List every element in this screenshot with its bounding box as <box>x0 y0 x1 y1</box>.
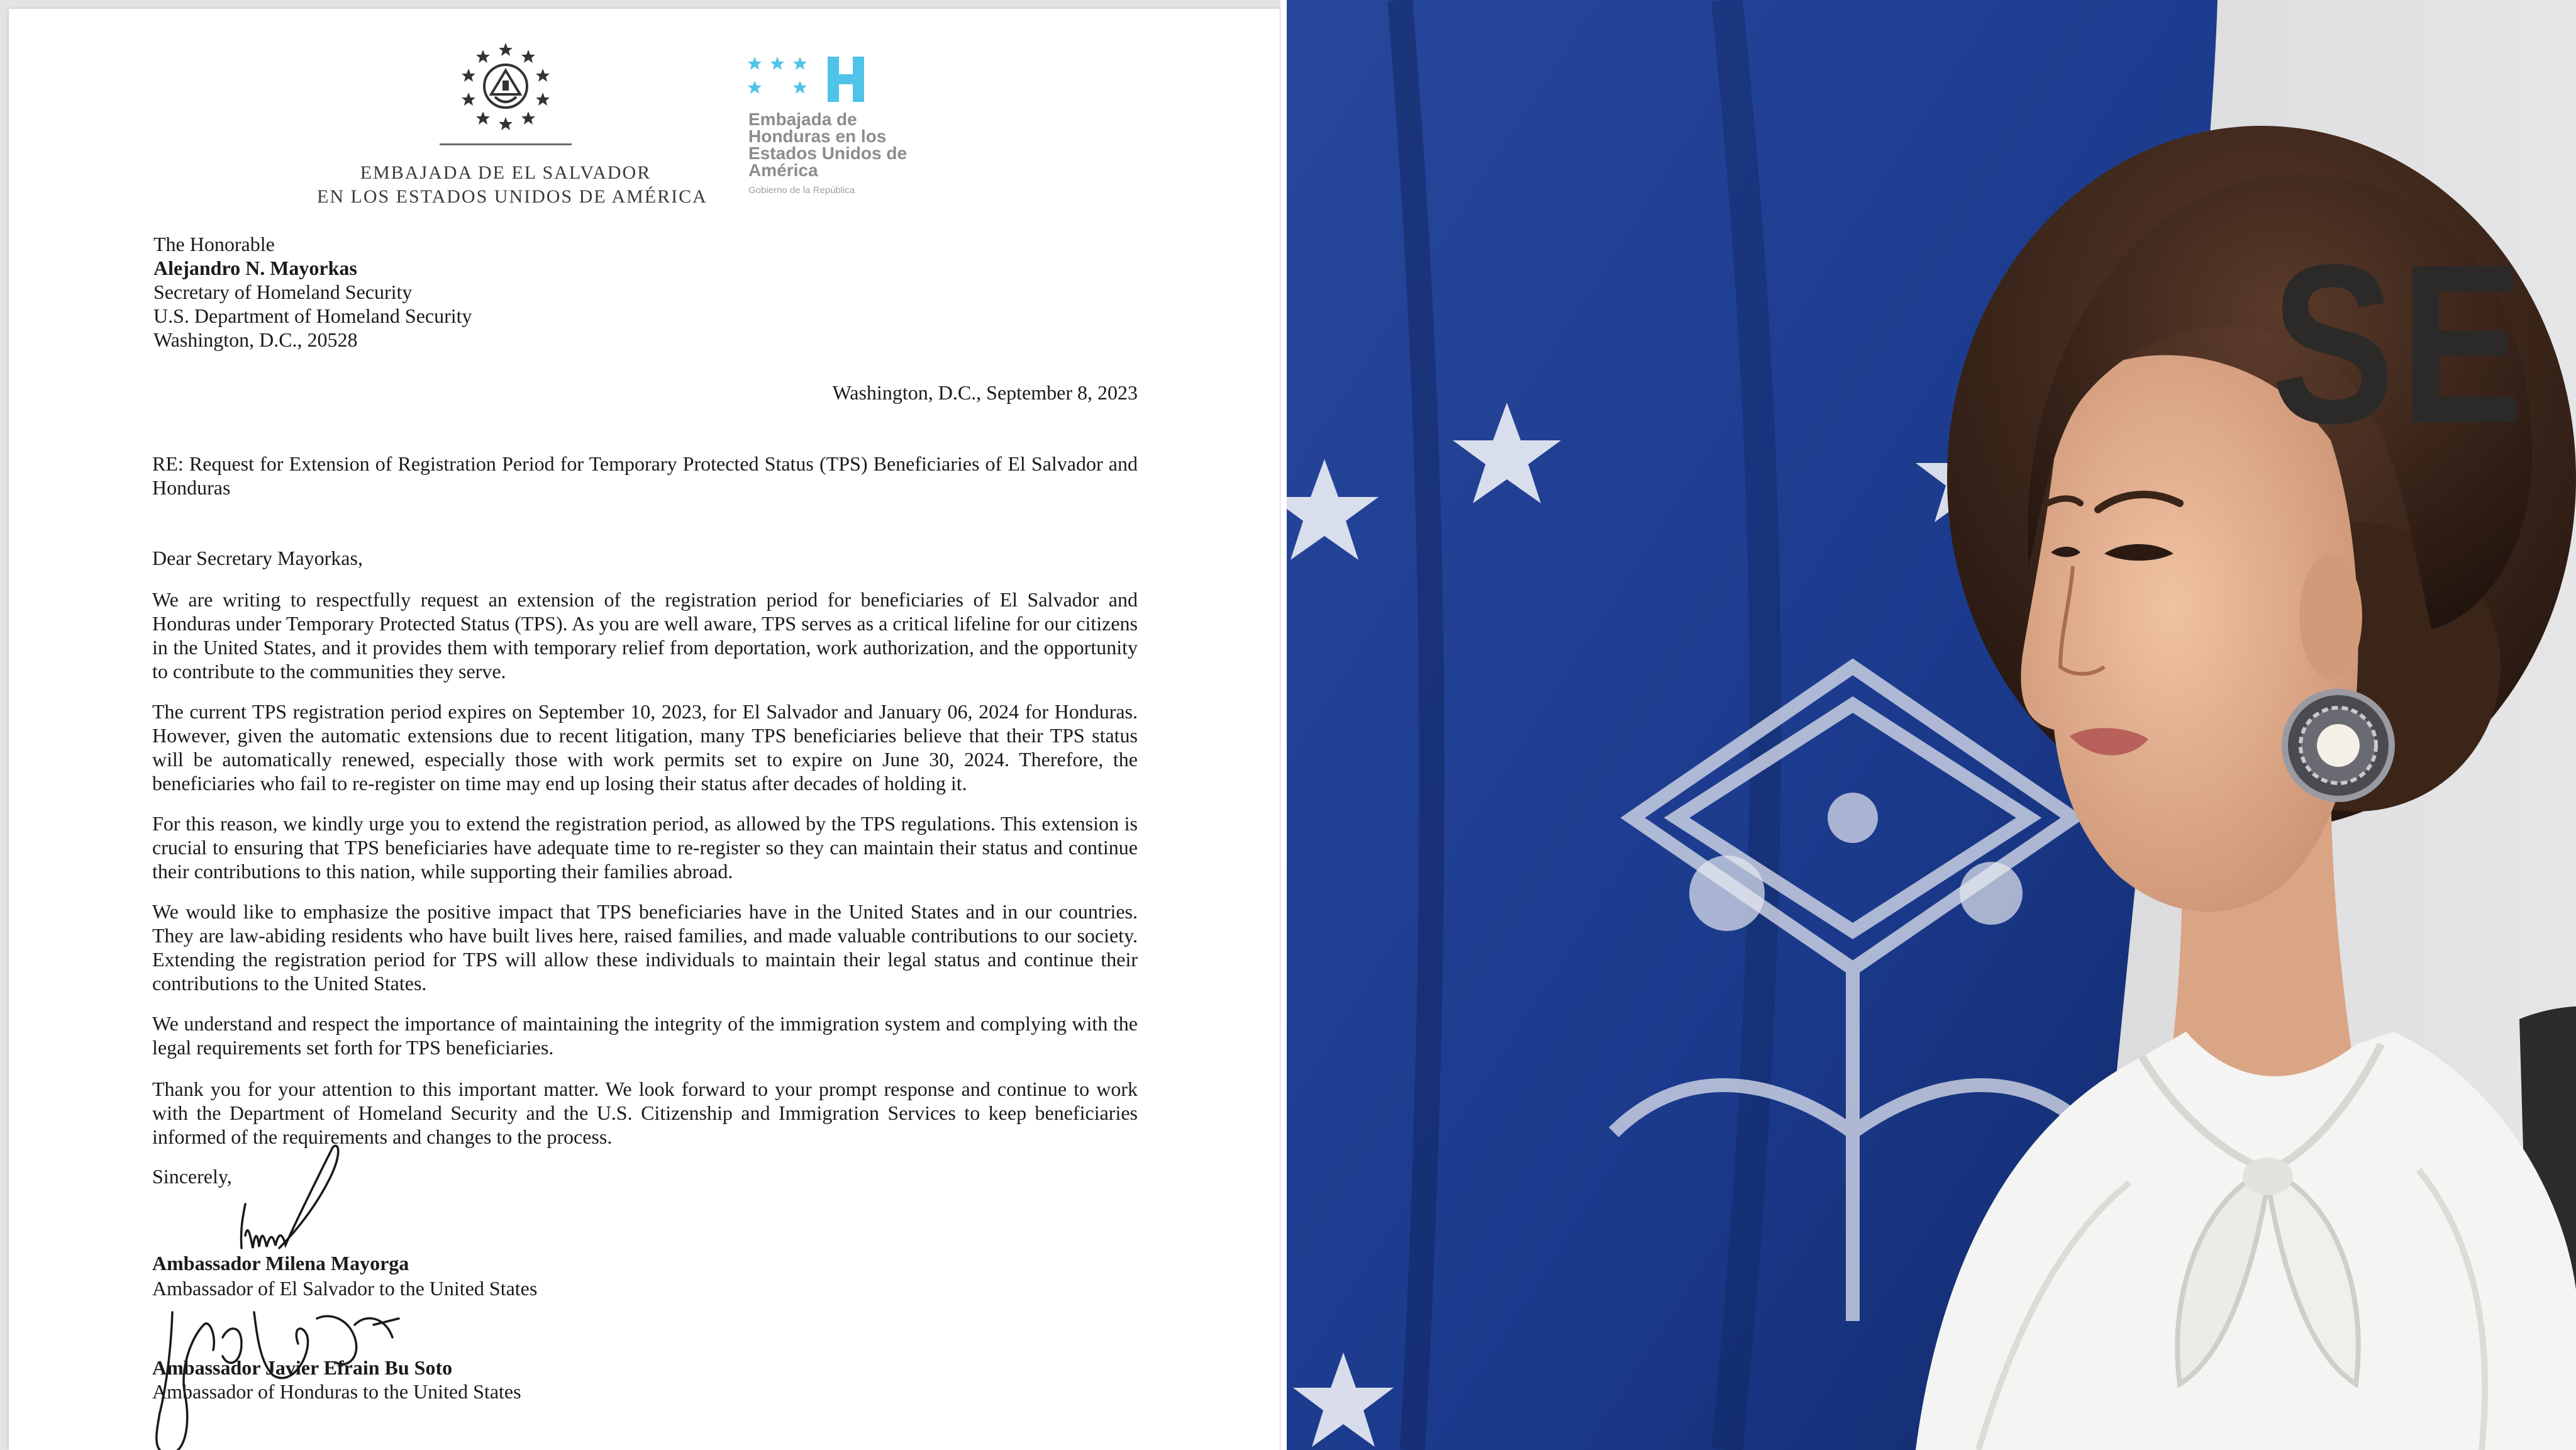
letter-paragraph: The current TPS registration period expires on September 10, 2023, for El Salvador and January 06, 2024 for Honduras. However, given the automatic extensions due to recent litigation, many TPS beneficiaries believe that their TPS status will be automatically renewed, especially those with work permits set to expire on June 30, 2024. Therefore, the beneficiaries who fail to re-register on time may end up losing their status after decades of holding it. <box>152 700 1138 795</box>
honduras-embassy-name-line1: Embajada de <box>748 109 857 129</box>
letter-date: Washington, D.C., September 8, 2023 <box>832 381 1138 404</box>
letter-paragraph: Thank you for your attention to this important matter. We look forward to your prompt response and continue to work with the Department of Homeland Security and the U.S. Citizenship and Immigration Services to keep beneficiaries informed of the requirements and changes to the process. <box>152 1078 1138 1148</box>
panel-divider <box>1280 0 1287 1450</box>
el-salvador-embassy-name: EMBAJADA DE EL SALVADOR <box>360 162 652 183</box>
honduras-embassy-letterhead <box>746 54 985 205</box>
honduras-embassy-name-line4: América <box>748 160 818 180</box>
letter-page <box>9 9 1280 1450</box>
honduras-embassy-name-line2: Honduras en los <box>748 126 887 146</box>
signatory-title: Ambassador of El Salvador to the United States <box>152 1277 538 1300</box>
el-salvador-embassy-location: EN LOS ESTADOS UNIDOS DE AMÉRICA <box>317 186 708 207</box>
letter-paragraph: For this reason, we kindly urge you to extend the registration period, as allowed by the TPS regulations. This extension is crucial to ensuring that TPS beneficiaries have adequate time to re-register so they can maintain their status and continue their contributions to this nation, while supporting their families abroad. <box>152 812 1138 883</box>
letterhead-divider <box>440 143 572 145</box>
signatory-name: Ambassador Milena Mayorga <box>152 1252 409 1274</box>
honduras-stars-logo-icon <box>746 54 891 109</box>
honduras-embassy-name-line3: Estados Unidos de <box>748 143 908 163</box>
recipient-city: Washington, D.C., 20528 <box>153 328 358 351</box>
el-salvador-seal-icon <box>458 39 553 133</box>
signatory-title: Ambassador of Honduras to the United States <box>152 1380 521 1403</box>
el-salvador-embassy-letterhead <box>317 39 708 209</box>
ambassador-photo <box>1287 0 2576 1450</box>
letter-panel <box>0 0 1286 1450</box>
earring <box>2285 692 2392 799</box>
recipient-name: Alejandro N. Mayorkas <box>153 257 357 279</box>
letter-paragraph: We are writing to respectfully request an extension of the registration period for beneficiaries of El Salvador and Honduras under Temporary Protected Status (TPS). As you are well aware, TPS serves as a critical lifeline for our citizens in the United States, and it provides them with temporary relief from deportation, work authorization, and the opportunity to contribute to the communities they serve. <box>152 588 1138 683</box>
honduras-government-tagline: Gobierno de la República <box>748 185 855 196</box>
letter-subject: RE: Request for Extension of Registration Period for Temporary Protected Status (TPS) Beneficiaries of El Salvador and Honduras <box>152 452 1138 499</box>
letter-greeting: Dear Secretary Mayorkas, <box>152 547 363 569</box>
wall-sign-text: SE <box>2271 218 2529 471</box>
recipient-salutation-line: The Honorable <box>153 233 275 255</box>
recipient-title: Secretary of Homeland Security <box>153 281 413 303</box>
letter-paragraph: We understand and respect the importance of maintaining the integrity of the immigration system and complying with the legal requirements set forth for TPS beneficiaries. <box>152 1012 1138 1059</box>
letter-paragraph: We would like to emphasize the positive impact that TPS beneficiaries have in the United States and in our countries. They are law-abiding residents who have built lives here, raised families, and made valuable contributions to our society. Extending the registration period for TPS will allow these individuals to maintain their legal status and continue their contributions to the United States. <box>152 900 1138 995</box>
recipient-department: U.S. Department of Homeland Security <box>153 304 472 327</box>
signatory-name: Ambassador Javier Efrain Bu Soto <box>152 1356 453 1379</box>
letter-closing: Sincerely, <box>152 1165 232 1188</box>
